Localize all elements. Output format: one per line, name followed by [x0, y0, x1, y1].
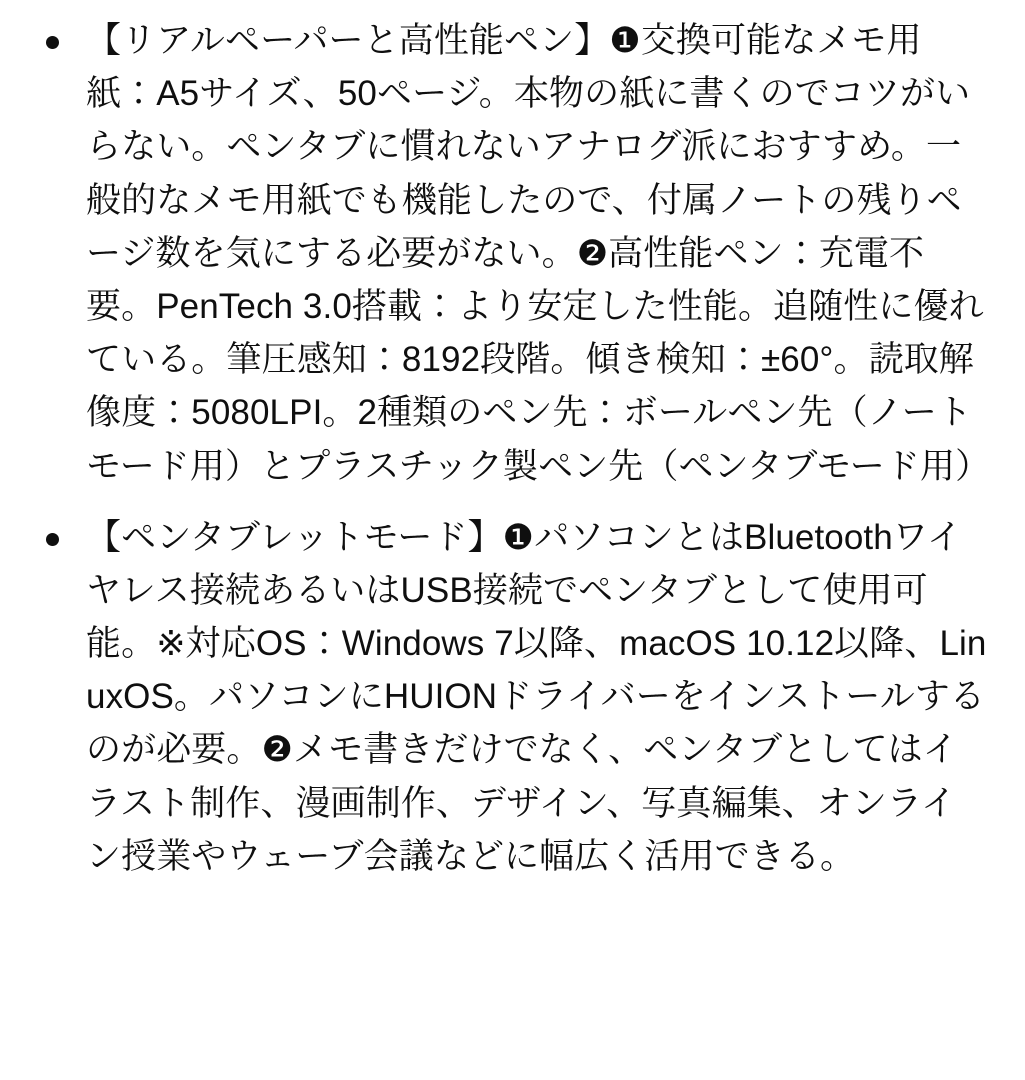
bullet-point-icon [46, 36, 59, 49]
list-item [30, 14, 991, 493]
bullet-point-icon [46, 533, 59, 546]
list-item [30, 511, 991, 883]
feature-text: 【ペンタブレットモード】❶パソコンとはBluetoothワイヤレス接続あるいはUSB接続でペンタブとして使用可能。※対応OS：Windows 7以降、macOS 10.12以降、LinuxOS。パソコンにHUIONドライバーをインストールするのが必要。❷メモ書きだけでなく、ペンタブとしてはイラスト制作、漫画制作、デザイン、写真編集、オンライン授業やウェーブ会議などに幅広く活用できる。 [86, 517, 987, 876]
feature-text: 【リアルペーパーと高性能ペン】❶交換可能なメモ用紙：A5サイズ、50ページ。本物の紙に書くのでコツがいらない。ペンタブに慣れないアナログ派におすすめ。一般的なメモ用紙でも機能したので、付属ノートの残りページ数を気にする必要がない。❷高性能ペン：充電不要。PenTech 3.0搭載：より安定した性能。追随性に優れている。筆圧感知：8192段階。傾き検知：±60°。読取解像度：5080LPI。2種類のペン先：ボールペン先（ノートモード用）とプラスチック製ペン先（ペンタブモード用） [86, 21, 991, 486]
